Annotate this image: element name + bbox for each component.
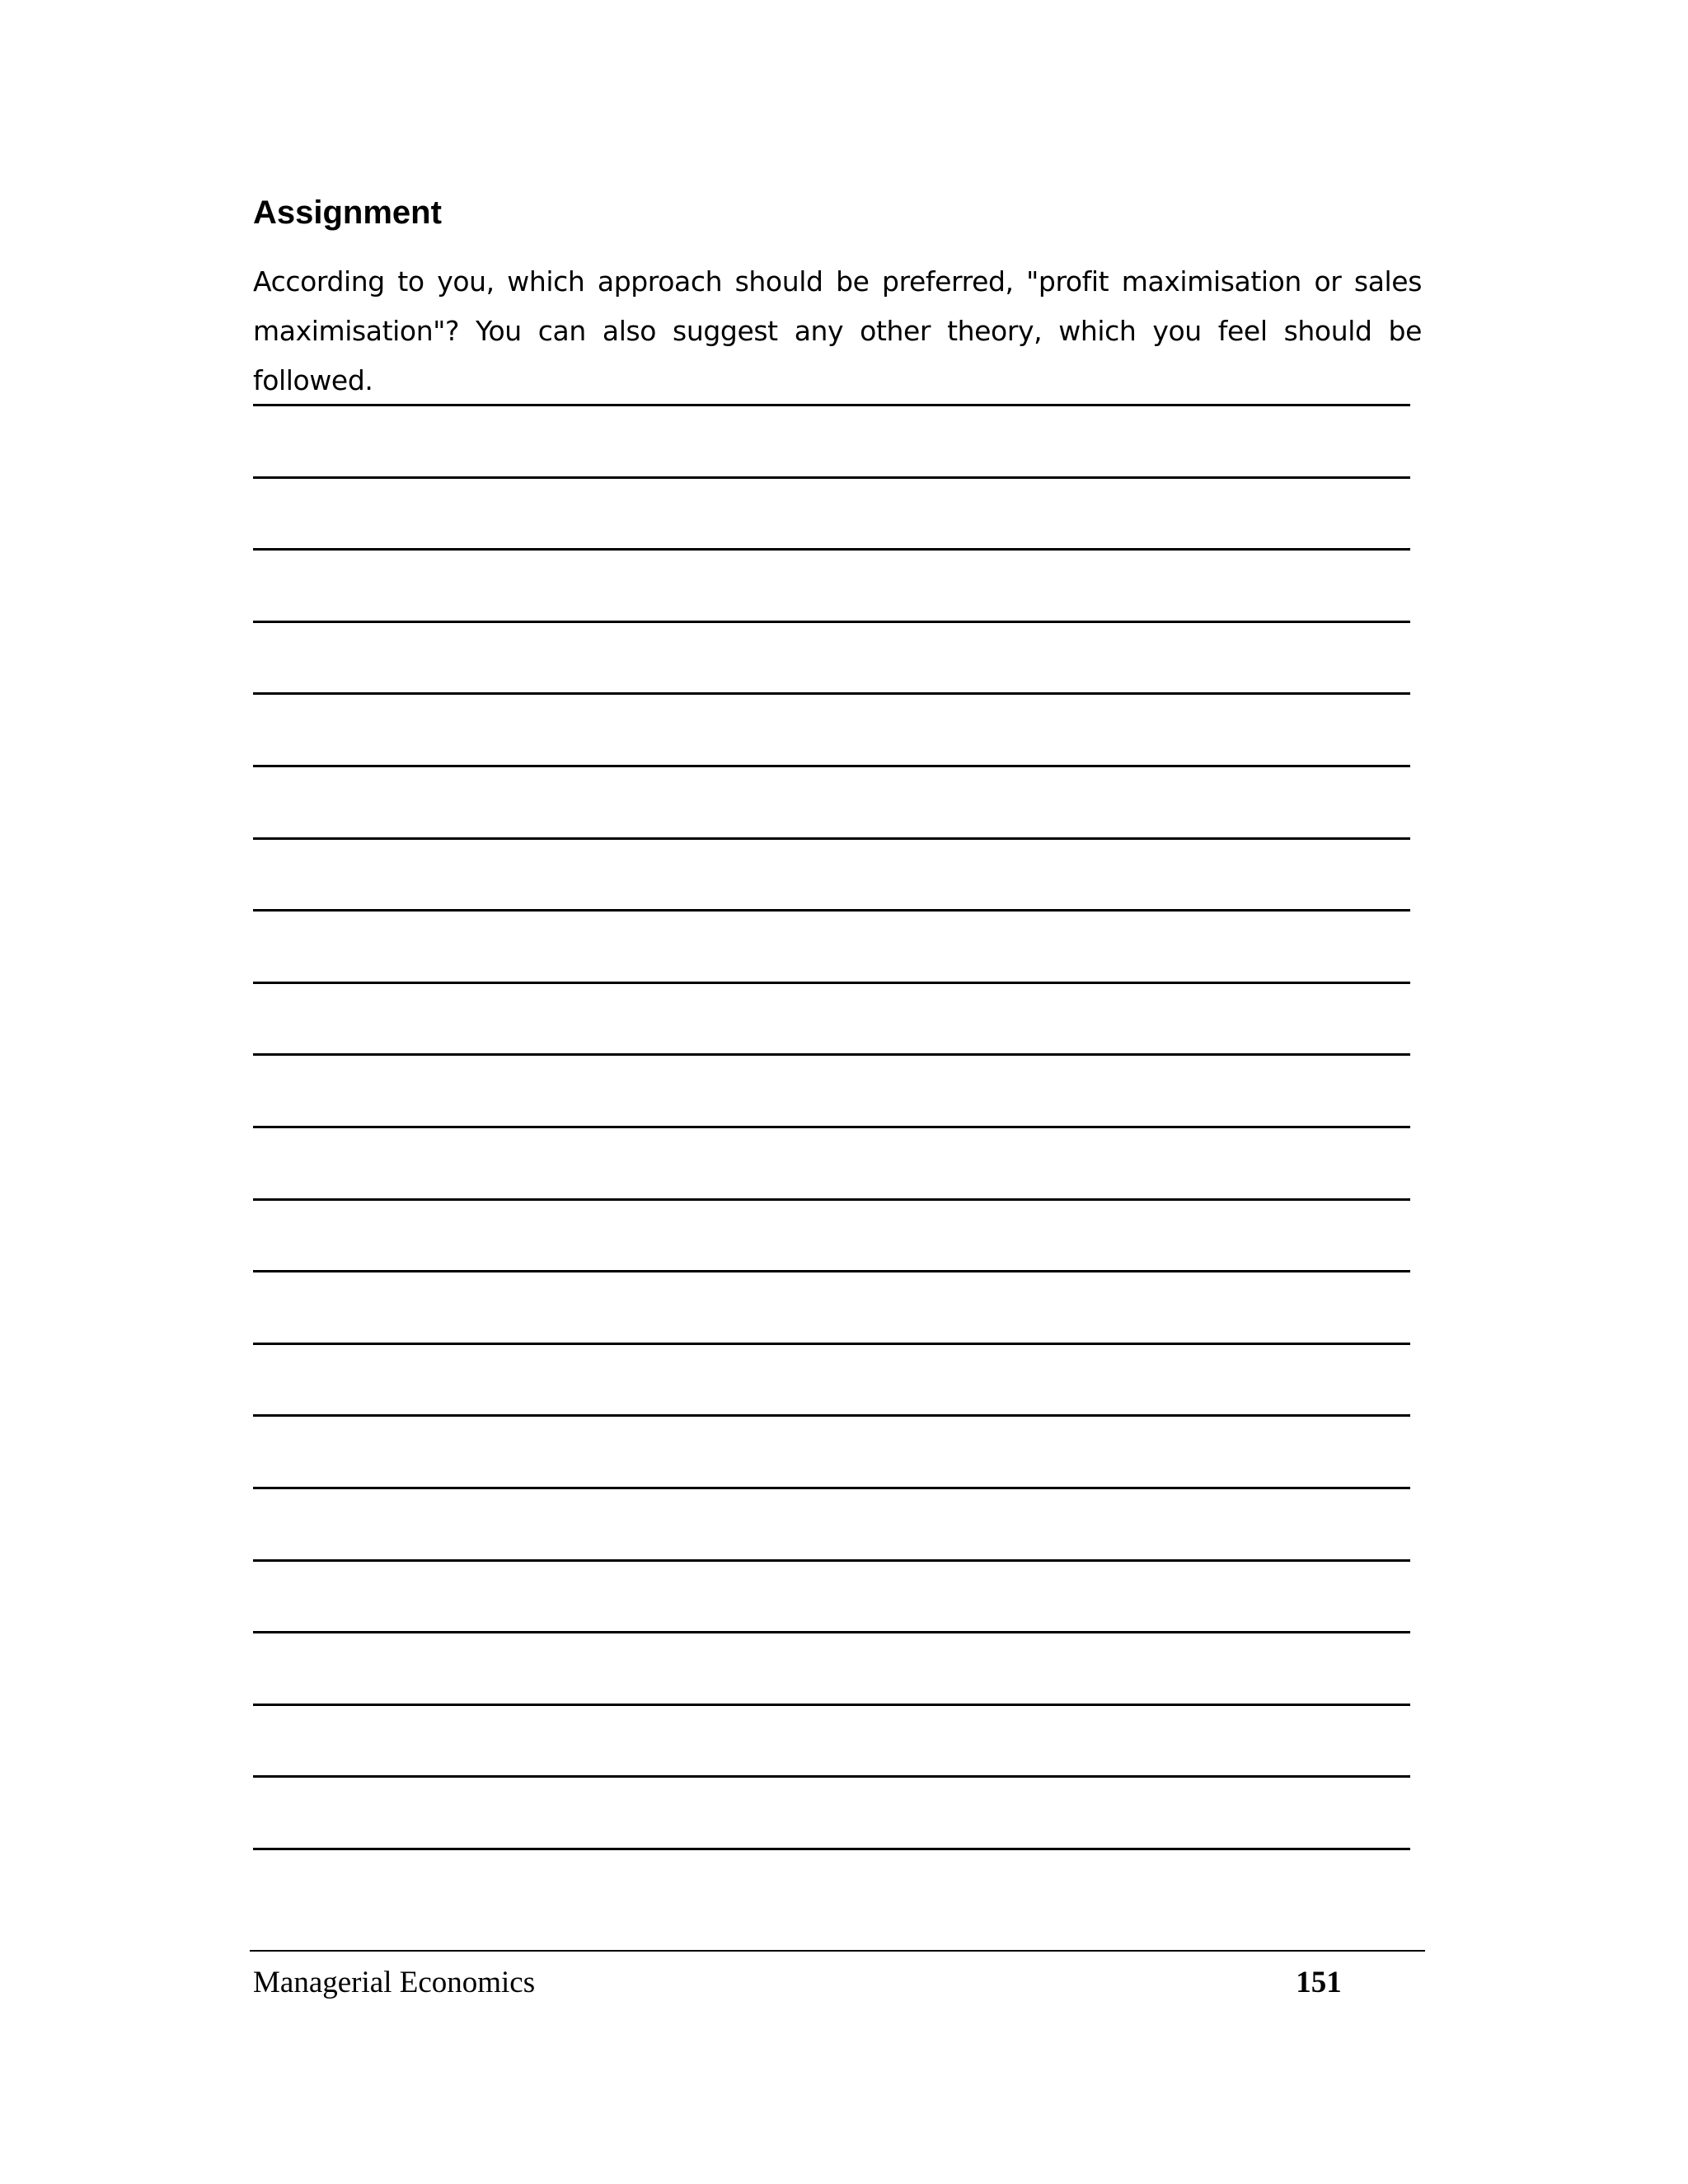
answer-line bbox=[253, 1559, 1410, 1562]
answer-line bbox=[253, 1126, 1410, 1128]
answer-line bbox=[253, 621, 1410, 623]
answer-line bbox=[253, 404, 1410, 406]
page-number: 151 bbox=[1296, 1966, 1342, 1999]
answer-line bbox=[253, 548, 1410, 551]
answer-line bbox=[253, 765, 1410, 767]
answer-line bbox=[253, 837, 1410, 840]
answer-line bbox=[253, 1343, 1410, 1345]
answer-line bbox=[253, 1848, 1410, 1850]
answer-line bbox=[253, 1270, 1410, 1272]
answer-line bbox=[253, 1775, 1410, 1778]
answer-line bbox=[253, 476, 1410, 479]
answer-line bbox=[253, 1631, 1410, 1633]
assignment-prompt: According to you, which approach should be preferred, "profit maximisation or sales maximisation"? You can also suggest any other theory, which you feel should be followed. bbox=[253, 265, 1422, 396]
answer-line bbox=[253, 1053, 1410, 1056]
answer-line bbox=[253, 909, 1410, 912]
answer-line bbox=[253, 692, 1410, 695]
footer-book-title: Managerial Economics bbox=[253, 1966, 536, 1999]
footer-divider bbox=[250, 1950, 1425, 1952]
answer-line bbox=[253, 982, 1410, 984]
answer-line bbox=[253, 1414, 1410, 1417]
answer-line bbox=[253, 1487, 1410, 1489]
answer-line bbox=[253, 1198, 1410, 1201]
answer-line bbox=[253, 1704, 1410, 1706]
answer-lines bbox=[253, 0, 1410, 1896]
assignment-heading: Assignment bbox=[253, 194, 442, 231]
